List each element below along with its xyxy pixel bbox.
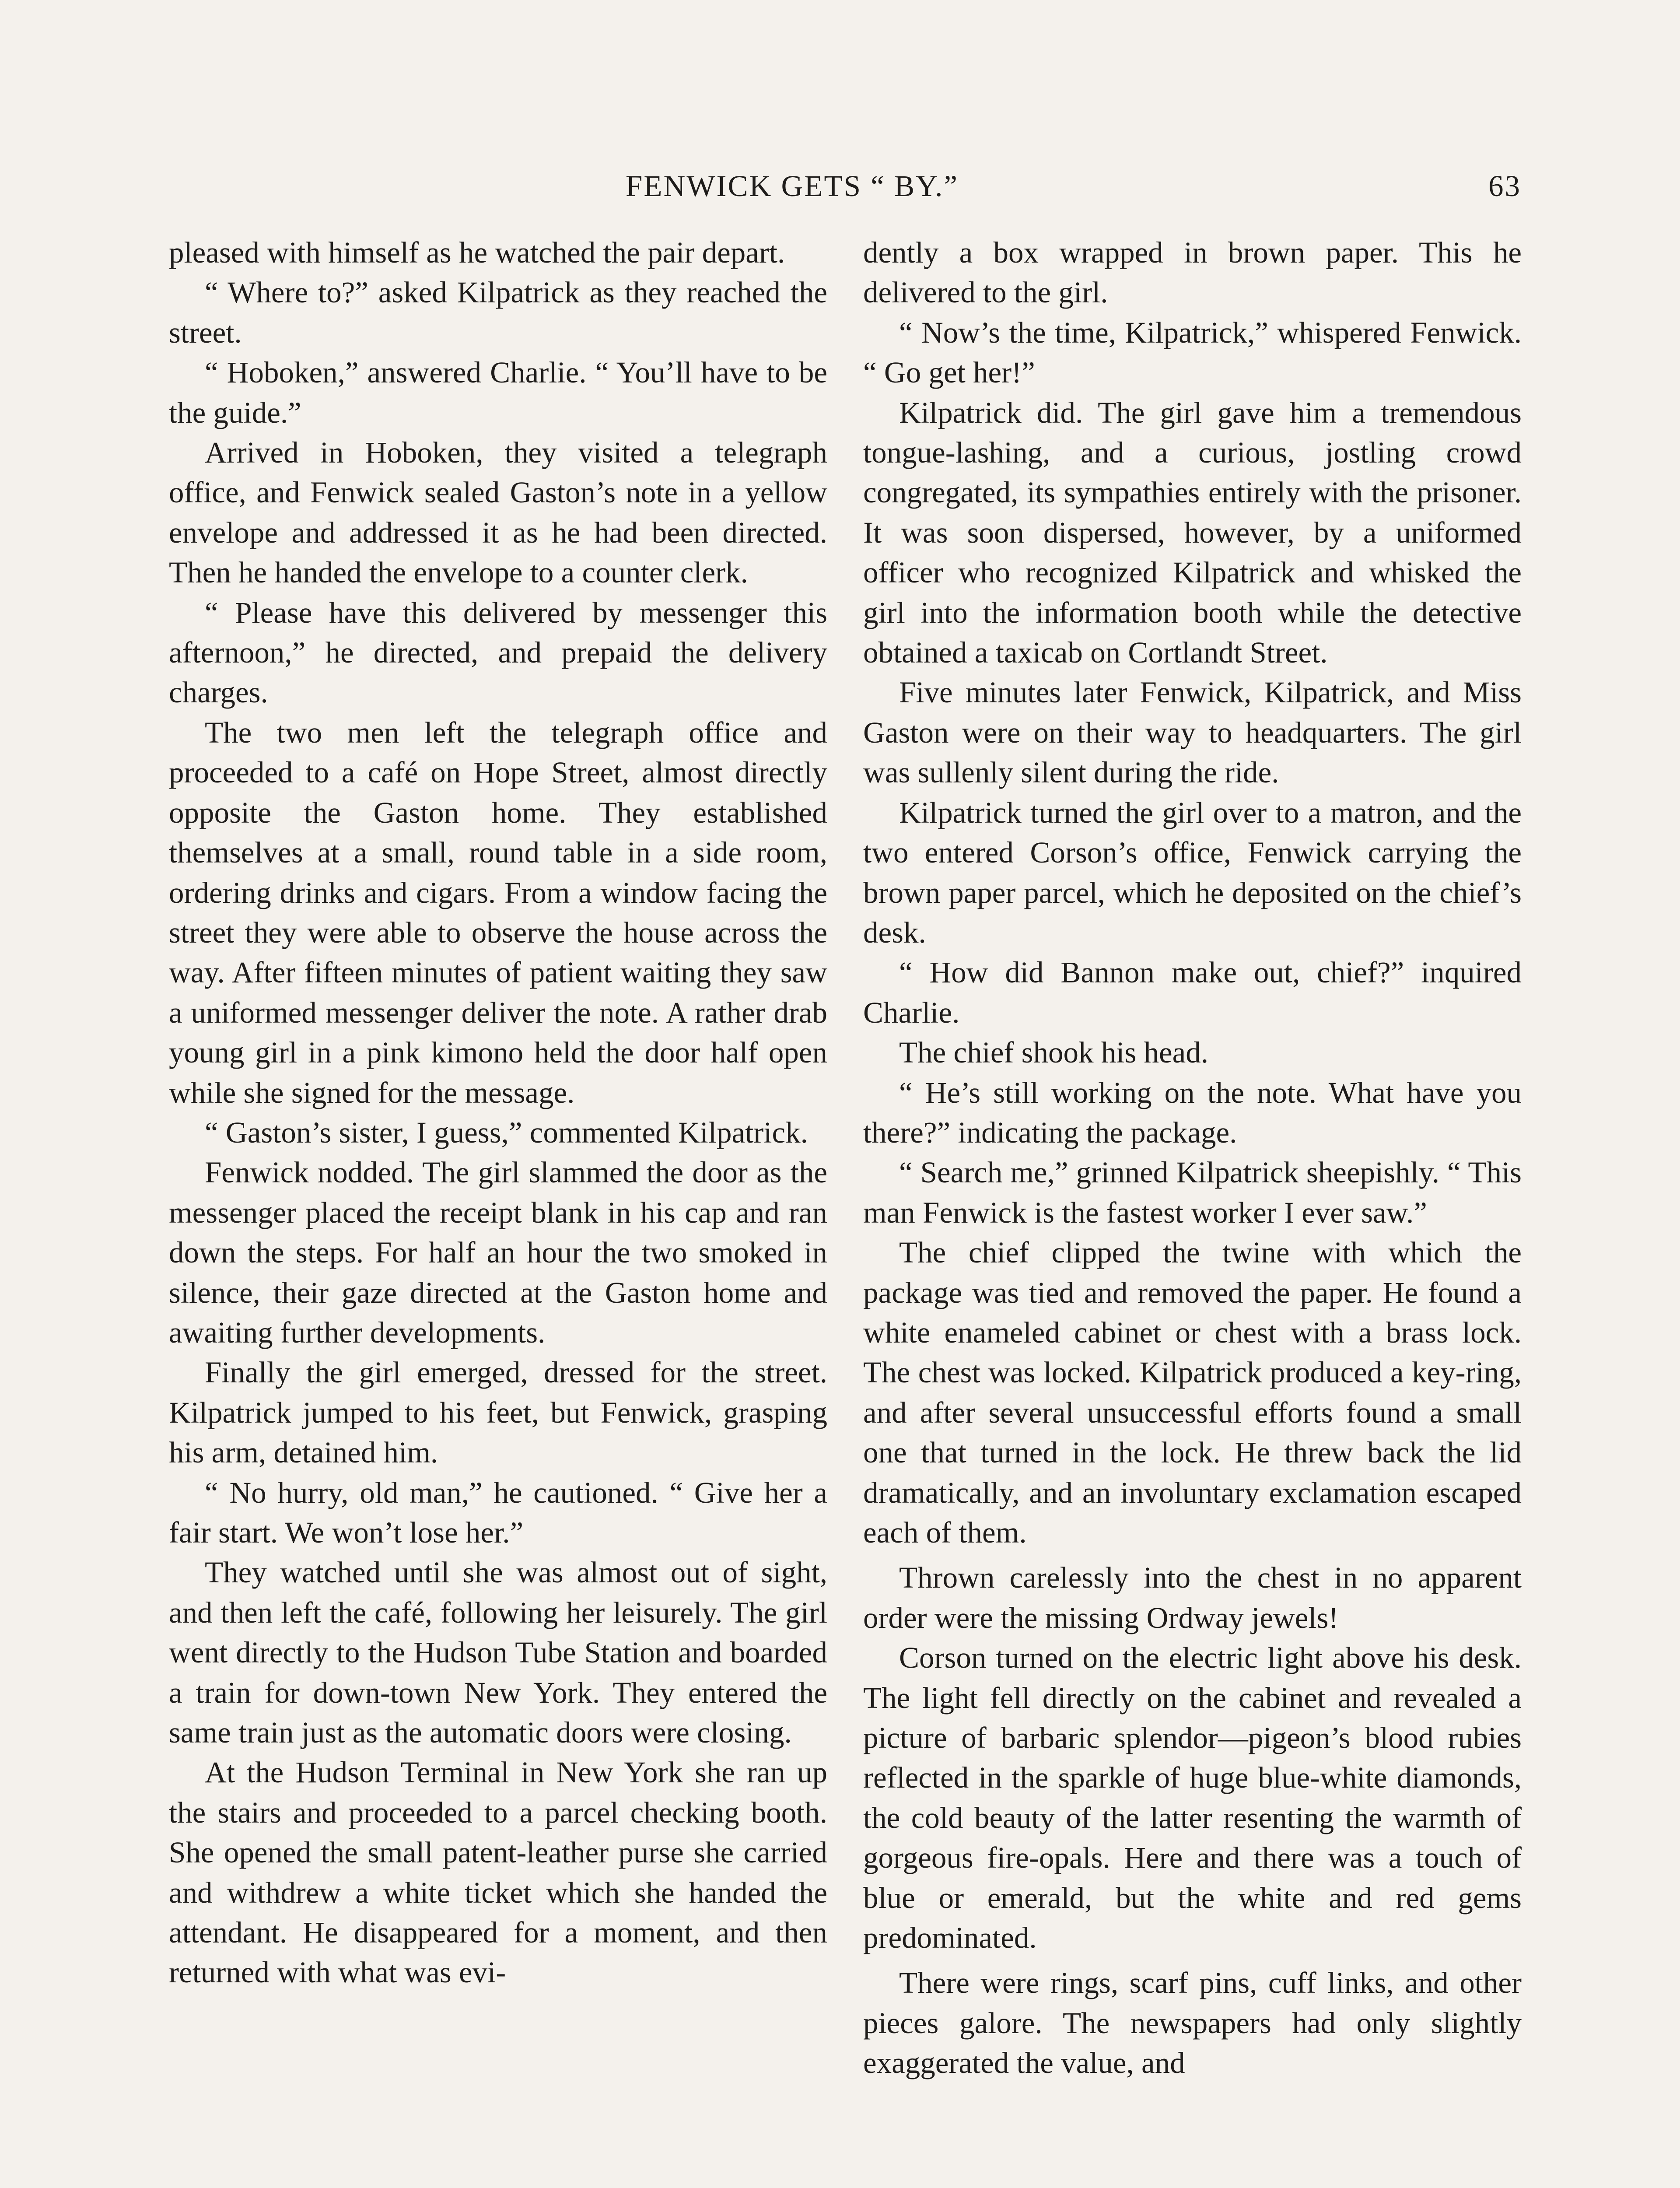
paragraph: Kilpatrick turned the girl over to a matron, and the two entered Corson’s office, Fenwick carrying the brown paper parcel, which he deposited on the chief’s desk. (863, 796, 1522, 949)
running-title: FENWICK GETS “ BY.” (626, 169, 959, 203)
paragraph: “ Now’s the time, Kilpatrick,” whispered Fenwick. “ Go get her!” (863, 316, 1522, 389)
paragraph: The chief clipped the twine with which the package was tied and removed the paper. He found a white enameled cabinet or chest with a brass lock. The chest was locked. Kilpatrick produced a key-ring, and after several unsuccessful efforts found a small one that turned in the lock. He threw back the lid dramatically, and an involuntary exclamation escaped each of them. (863, 1236, 1522, 1549)
paragraph: “ Hoboken,” answered Charlie. “ You’ll have to be the guide.” (169, 356, 827, 429)
paragraph: pleased with himself as he watched the pair depart. (169, 236, 785, 269)
paragraph: Corson turned on the electric light above his desk. The light fell directly on the cabinet and revealed a picture of barbaric splendor—pigeon’s blood rubies reflected in the sparkle of huge blue-white diamonds, the cold beauty of the latter resenting the warmth of gorgeous fire-opals. Here and there was a touch of blue or emerald, but the white and red gems predominated. (863, 1641, 1522, 1955)
paragraph: The two men left the telegraph office and proceeded to a café on Hope Street, almost directly opposite the Gaston home. They established themselves at a small, round table in a side room, ordering drinks and cigars. From a window facing the street they were able to observe the house across the way. After fifteen minutes of patient waiting they saw a uniformed messenger deliver the note. A rather drab young girl in a pink kimono held the door half open while she signed for the message. (169, 715, 827, 1109)
paragraph: “ No hurry, old man,” he cautioned. “ Give her a fair start. We won’t lose her.” (169, 1476, 827, 1549)
paragraph: “ Where to?” asked Kilpatrick as they reached the street. (169, 276, 827, 349)
paragraph: The chief shook his head. (899, 1036, 1209, 1069)
paragraph: Kilpatrick did. The girl gave him a tremendous tongue-lashing, and a curious, jostling crowd congregated, its sympathies entirely with the prisoner. It was soon dispersed, however, by a uniformed officer who recognized Kilpatrick and whisked the girl into the information booth while the detective obtained a taxicab on Cortlandt Street. (863, 396, 1522, 670)
paragraph: Thrown carelessly into the chest in no apparent order were the missing Ordway jewels! (863, 1561, 1522, 1634)
paragraph: They watched until she was almost out of sight, and then left the café, following her leisurely. The girl went directly to the Hudson Tube Station and boarded a train for down-town New York. They entered the same train just as the automatic doors were closing. (169, 1556, 827, 1750)
paragraph: Finally the girl emerged, dressed for the street. Kilpatrick jumped to his feet, but Fenwick, grasping his arm, detained him. (169, 1356, 827, 1469)
paragraph: Arrived in Hoboken, they visited a telegraph office, and Fenwick sealed Gaston’s note in a yellow envelope and addressed it as he had been directed. Then he handed the envelope to a counter clerk. (169, 436, 827, 589)
right-column (863, 233, 1522, 2083)
paragraph: At the Hudson Terminal in New York she ran up the stairs and proceeded to a parcel checking booth. She opened the small patent-leather purse she carried and withdrew a white ticket which she handed the attendant. He disappeared for a moment, and then returned with what was evi- (169, 1756, 827, 1989)
paragraph: “ Search me,” grinned Kilpatrick sheepishly. “ This man Fenwick is the fastest worker I ever saw.” (863, 1156, 1522, 1229)
running-header (0, 164, 1680, 208)
left-column (169, 233, 827, 1993)
paragraph: “ How did Bannon make out, chief?” inquired Charlie. (863, 956, 1522, 1029)
paragraph: “ He’s still working on the note. What have you there?” indicating the package. (863, 1076, 1522, 1149)
paragraph: “ Please have this delivered by messenger this afternoon,” he directed, and prepaid the delivery charges. (169, 596, 827, 709)
paragraph: There were rings, scarf pins, cuff links, and other pieces galore. The newspapers had only slightly exaggerated the value, and (863, 1966, 1522, 2080)
page-number: 63 (1488, 169, 1521, 203)
paragraph: Five minutes later Fenwick, Kilpatrick, and Miss Gaston were on their way to headquarters. The girl was sullenly silent during the ride. (863, 676, 1522, 789)
paragraph: Fenwick nodded. The girl slammed the door as the messenger placed the receipt blank in his cap and ran down the steps. For half an hour the two smoked in silence, their gaze directed at the Gaston home and awaiting further developments. (169, 1156, 827, 1349)
paragraph: dently a box wrapped in brown paper. This he delivered to the girl. (863, 236, 1522, 309)
paragraph: “ Gaston’s sister, I guess,” commented Kilpatrick. (205, 1115, 808, 1149)
